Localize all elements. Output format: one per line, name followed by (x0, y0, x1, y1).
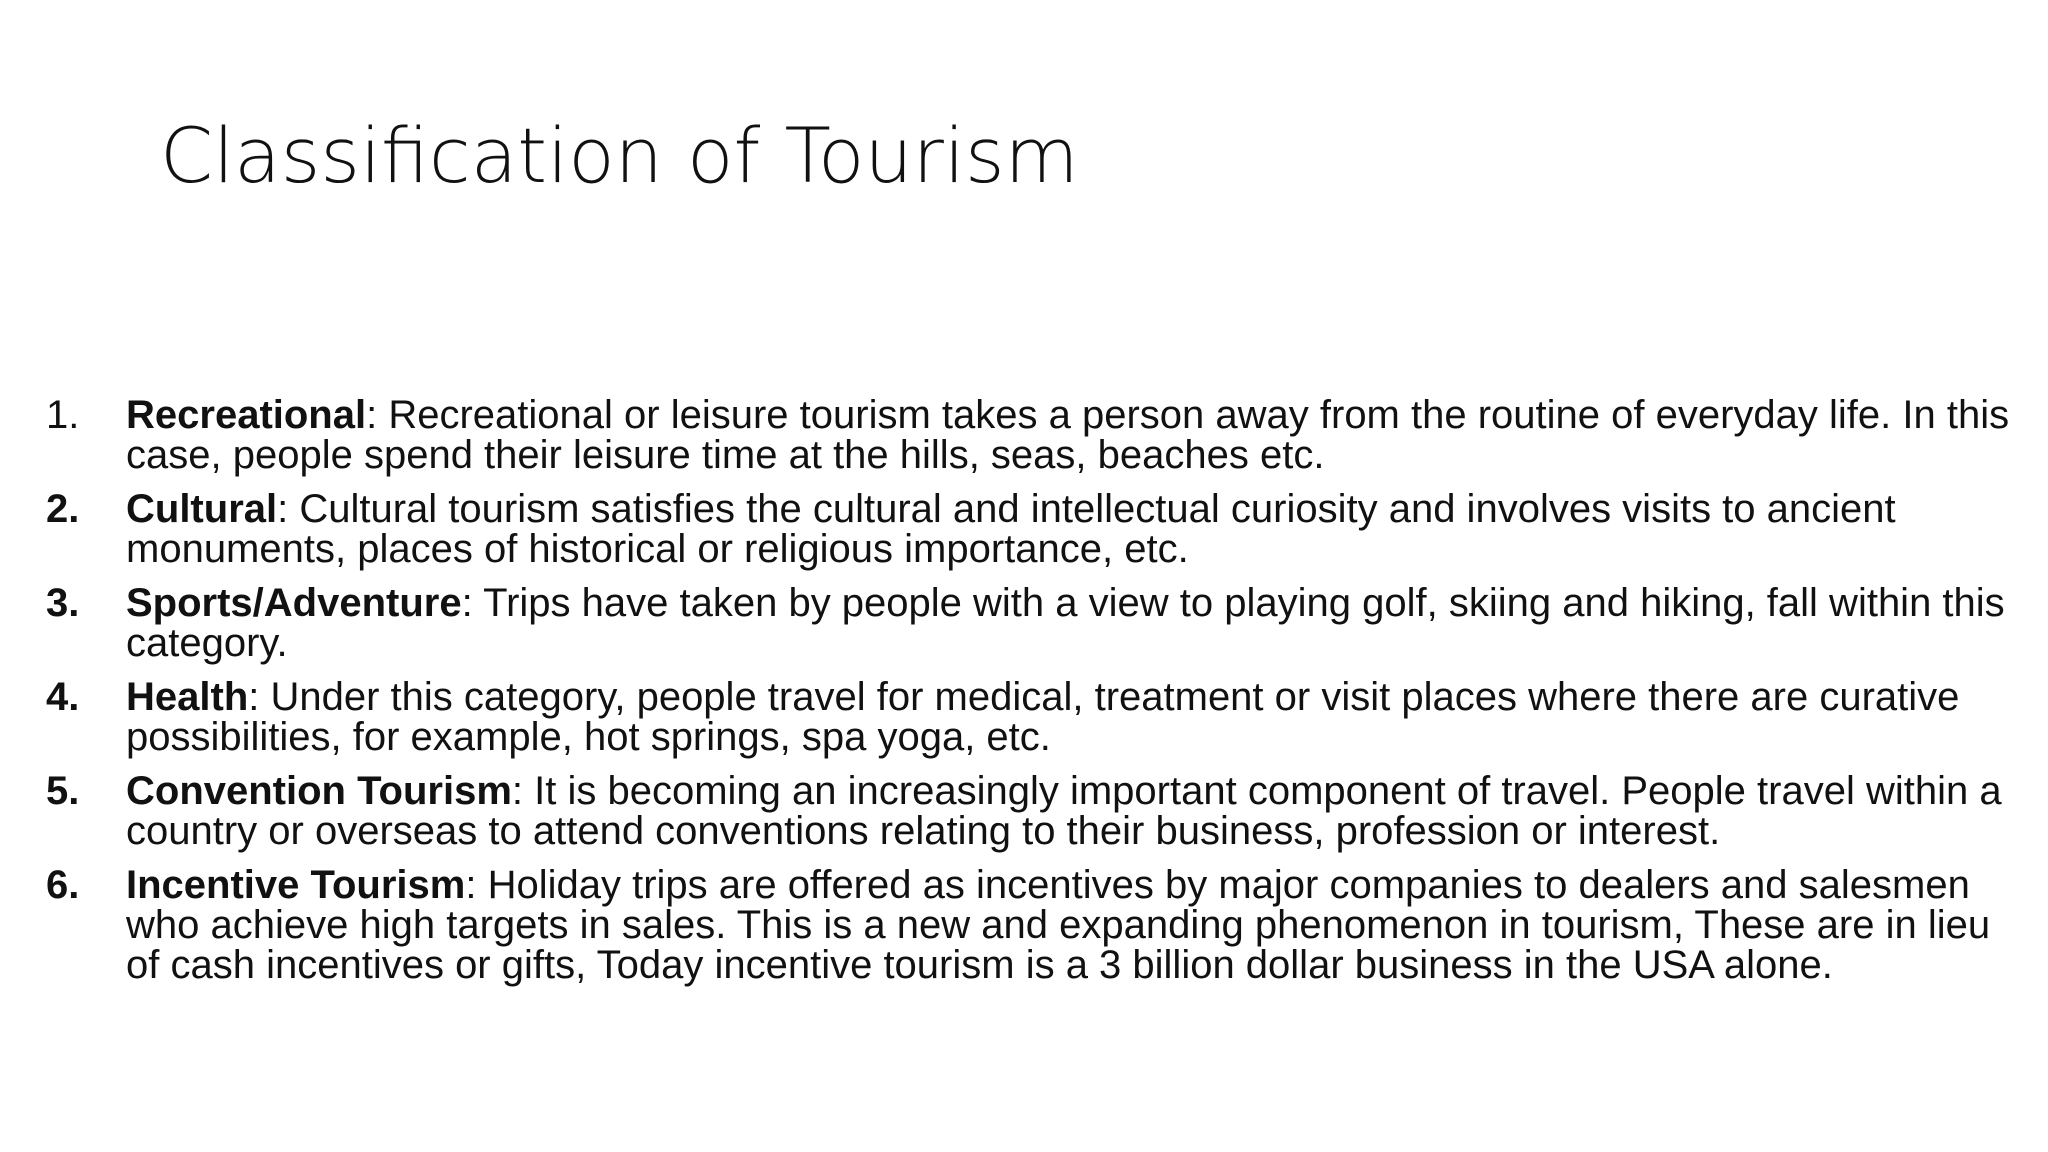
item-number: 5. (46, 769, 80, 813)
list-item-sports-adventure (46, 583, 2016, 663)
item-description: : Under this category, people travel for medical, treatment or visit places where there are curative possibilities, for example, hot springs, spa yoga, etc. (126, 675, 1960, 759)
item-number: 3. (46, 581, 80, 625)
list-item-recreational (46, 395, 2016, 475)
list-item-incentive-tourism (46, 865, 2016, 985)
classification-list (46, 395, 2016, 999)
item-term: Sports/Adventure (126, 581, 462, 625)
list-item-convention-tourism (46, 771, 2016, 851)
item-description: : Holiday trips are offered as incentives by major companies to dealers and salesmen who achieve high targets in sales. This is a new and expanding phenomenon in tourism, These are in lieu of cash incentives or gifts, Today incentive tourism is a 3 billion dollar business in the USA alone. (126, 863, 1991, 987)
item-number: 2. (46, 487, 80, 531)
item-description: : Cultural tourism satisfies the cultural and intellectual curiosity and involves visits to ancient monuments, places of historical or religious importance, etc. (126, 487, 1896, 571)
list-item-health (46, 677, 2016, 757)
item-term: Incentive Tourism (126, 863, 466, 907)
item-number: 6. (46, 863, 80, 907)
item-term: Cultural (126, 487, 278, 531)
item-description: : It is becoming an increasingly important component of travel. People travel within a country or overseas to attend conventions relating to their business, profession or interest. (126, 769, 2002, 853)
item-description: : Recreational or leisure tourism takes a person away from the routine of everyday life. In this case, people spend their leisure time at the hills, seas, beaches etc. (126, 393, 2010, 477)
item-term: Convention Tourism (126, 769, 512, 813)
item-term: Health (126, 675, 249, 719)
item-number: 4. (46, 675, 80, 719)
slide-title: Classification of Tourism (160, 111, 1079, 200)
item-term: Recreational (126, 393, 367, 437)
list-item-cultural (46, 489, 2016, 569)
item-number: 1. (46, 393, 80, 437)
item-description: : Trips have taken by people with a view to playing golf, skiing and hiking, fall within this category. (126, 581, 2005, 665)
